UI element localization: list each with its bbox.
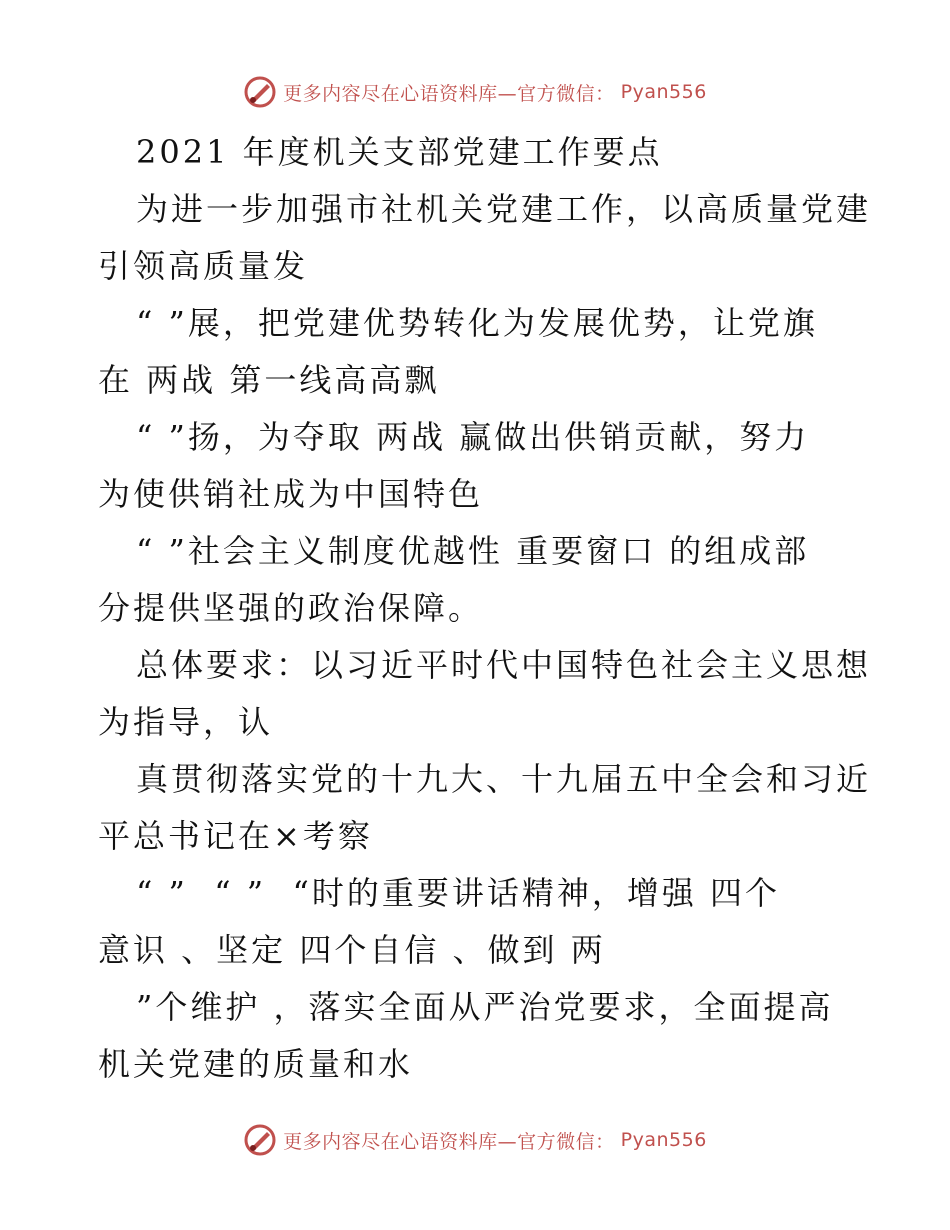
document-title: 2021 年度机关支部党建工作要点 [136, 133, 663, 171]
text-line: 引领高质量发 [98, 247, 309, 285]
text-line: 分提供坚强的政治保障。 [98, 589, 484, 627]
text-line: “ ”展，把党建优势转化为发展优势，让党旗 [136, 304, 818, 342]
brush-logo-icon [243, 75, 277, 109]
text-line: 真贯彻落实党的十九大、十九届五中全会和习近 [136, 760, 872, 798]
text-line: 为指导，认 [98, 703, 274, 741]
watermark-id: Pyan556 [620, 1129, 707, 1151]
text-line: “ ”扬，为夺取 两战 赢做出供销贡献，努力 [136, 418, 810, 456]
text-line: 平总书记在×考察 [98, 817, 373, 855]
text-line: 总体要求：以习近平时代中国特色社会主义思想 [136, 646, 872, 684]
text-line: 意识 、坚定 四个自信 、做到 两 [98, 931, 606, 969]
text-line: 在 两战 第一线高高飘 [98, 361, 440, 399]
watermark-footer [0, 1120, 950, 1160]
text-line: 机关党建的质量和水 [98, 1045, 414, 1083]
watermark-header [0, 72, 950, 112]
text-line: 为使供销社成为中国特色 [98, 475, 484, 513]
text-line: “ ”社会主义制度优越性 重要窗口 的组成部 [136, 532, 810, 570]
watermark-text: 更多内容尽在心语资料库—官方微信： [283, 82, 615, 105]
document-body [98, 124, 872, 1093]
text-line: 为进一步加强市社机关党建工作，以高质量党建 [136, 190, 872, 228]
watermark-id: Pyan556 [620, 81, 707, 103]
text-line: “ ” “ ” “时的重要讲话精神，增强 四个 [136, 874, 781, 912]
watermark-text: 更多内容尽在心语资料库—官方微信： [283, 1130, 615, 1153]
brush-logo-icon [243, 1123, 277, 1157]
text-line: ”个维护 ，落实全面从严治党要求，全面提高 [136, 988, 834, 1026]
